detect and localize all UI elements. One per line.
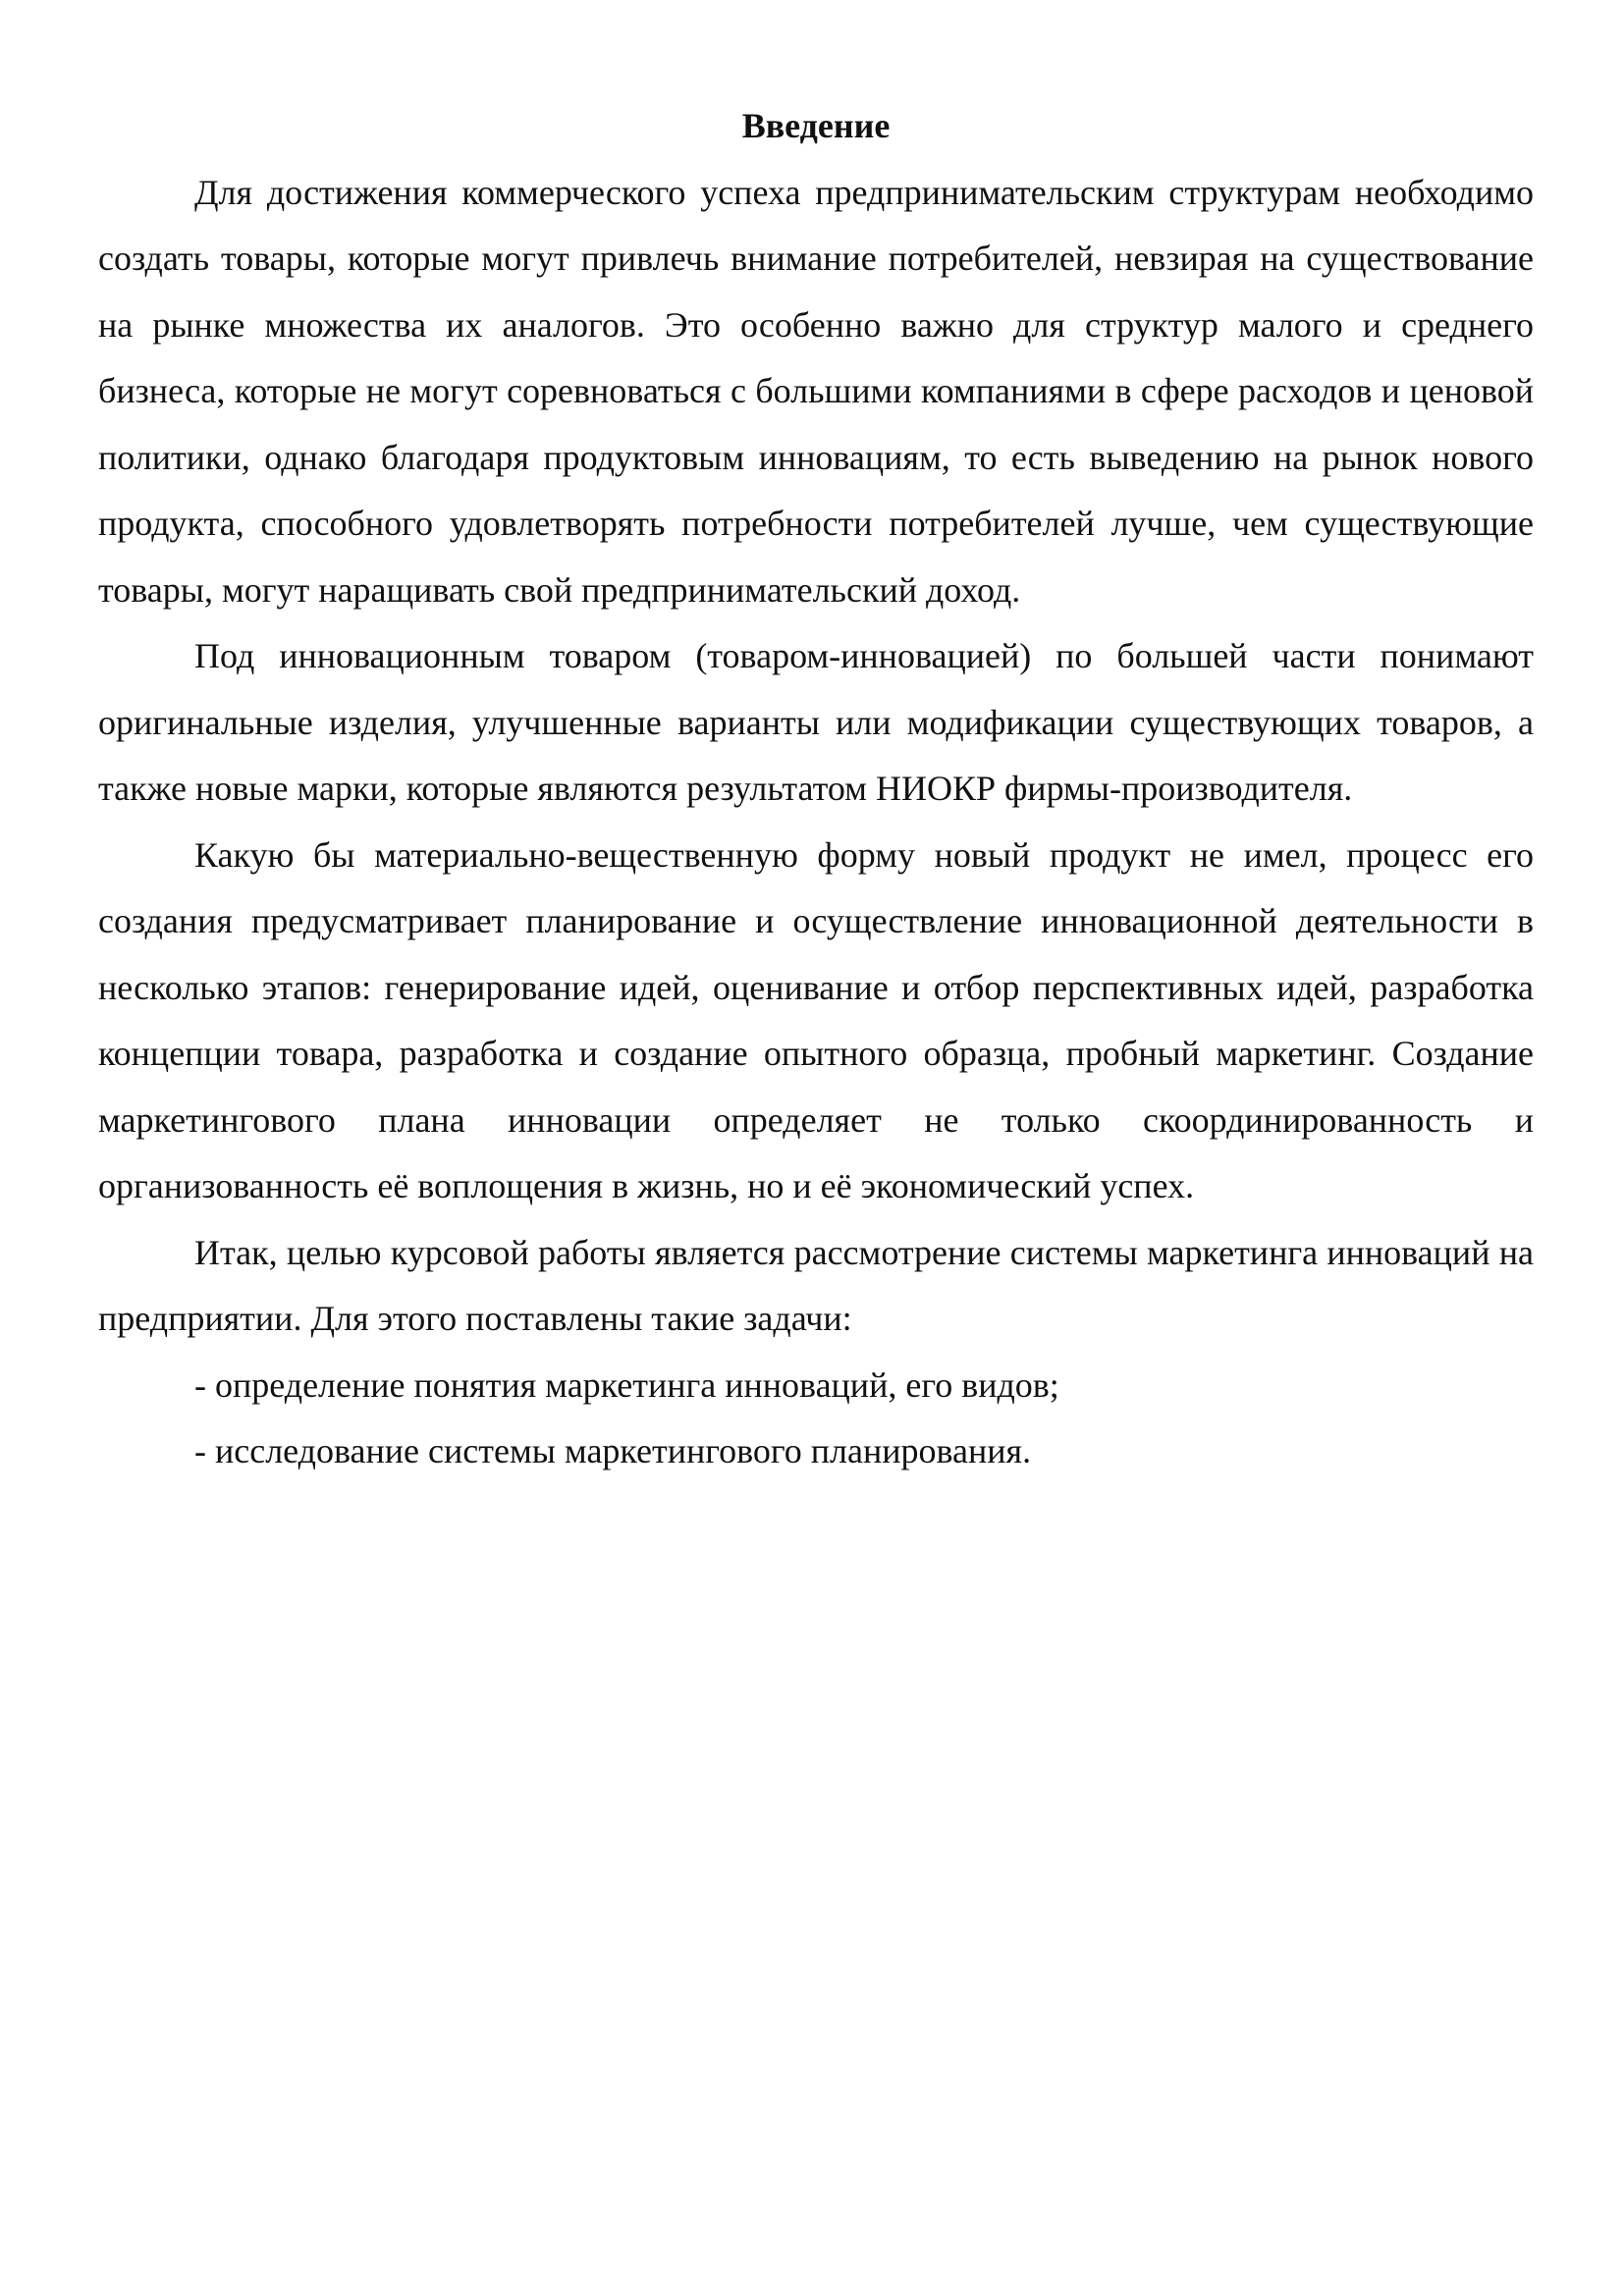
document-page: [98, 93, 1534, 1485]
paragraph-4: Итак, целью курсовой работы является рассмотрение системы маркетинга инноваций на предприятии. Для этого поставлены такие задачи:: [98, 1232, 1534, 1338]
task-list-item-1: - определение понятия маркетинга инноваций, его видов;: [194, 1364, 1059, 1405]
paragraph-1: Для достижения коммерческого успеха предпринимательским структурам необходимо создать товары, которые могут привлечь внимание потребителей, невзирая на существование на рынке множества их аналогов. Это особенно важно для структур малого и среднего бизнеса, которые не могут соревноваться с большими компаниями в сфере расходов и ценовой политики, однако благодаря продуктовым инновациям, то есть выведению на рынок нового продукта, способного удовлетворять потребности потребителей лучше, чем существующие товары, могут наращивать свой предпринимательский доход.: [98, 172, 1534, 610]
paragraph-2: Под инновационным товаром (товаром-инновацией) по большей части понимают оригинальные изделия, улучшенные варианты или модификации существующих товаров, а также новые марки, которые являются результатом НИОКР фирмы-производителя.: [98, 636, 1534, 808]
page-title: Введение: [741, 106, 891, 145]
task-list-item-2: - исследование системы маркетингового планирования.: [194, 1431, 1032, 1470]
paragraph-3: Какую бы материально-вещественную форму новый продукт не имел, процесс его создания предусматривает планирование и осуществление инновационной деятельности в несколько этапов: генерирование идей, оценивание и отбор перспективных идей, разработка концепции товара, разработка и создание опытного образца, пробный маркетинг. Создание маркетингового плана инновации определяет не только скоординированность и организованность её воплощения в жизнь, но и её экономический успех.: [98, 834, 1534, 1205]
